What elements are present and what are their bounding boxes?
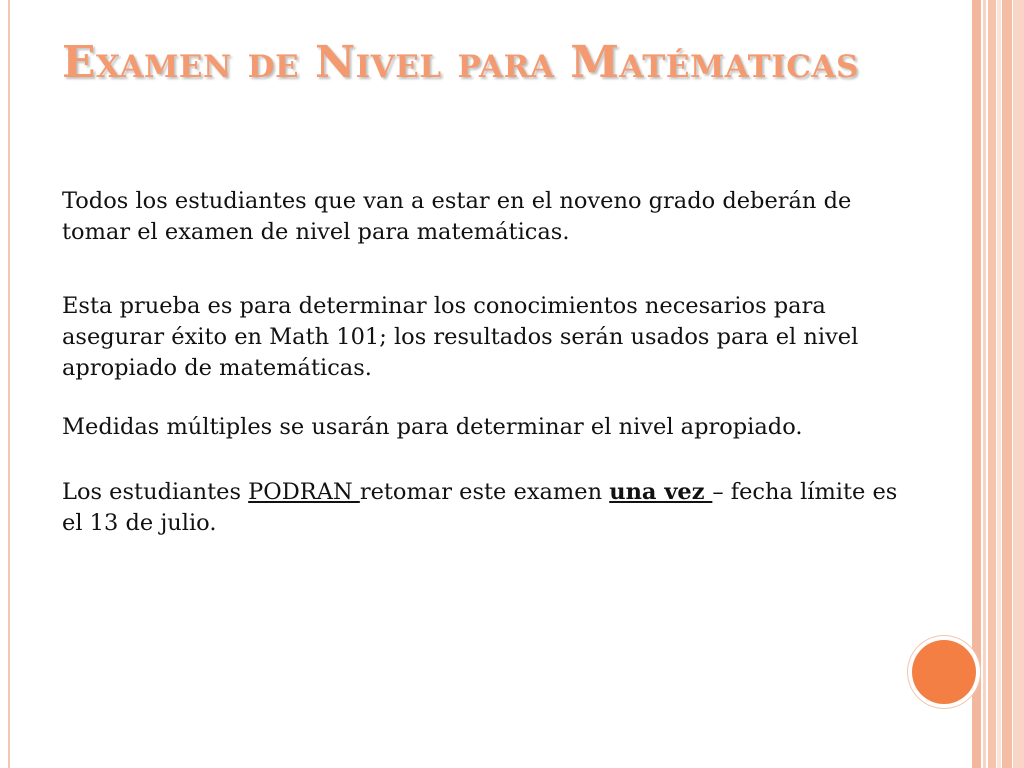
retake-una-vez: una vez (609, 479, 713, 505)
paragraph-multiple-measures: Medidas múltiples se usarán para determinar el nivel apropiado. (62, 414, 803, 440)
right-stripe (997, 0, 1001, 768)
retake-podran: PODRAN (248, 479, 360, 505)
right-stripe (972, 0, 981, 768)
left-border-line (8, 0, 10, 768)
retake-text-2: retomar este examen (359, 479, 610, 505)
slide-title: Examen de Nivel para Matématicas (62, 37, 859, 88)
right-stripe (1013, 0, 1024, 768)
paragraph-test-purpose: Esta prueba es para determinar los conocimientos necesarios para asegurar éxito en Math 101; los resultados serán usados para el nivel apropiado de matemáticas. (62, 293, 859, 381)
right-stripe (988, 0, 996, 768)
retake-text-1: Los estudiantes (62, 479, 249, 505)
paragraph-grade-requirement: Todos los estudiantes que van a estar en el noveno grado deberán de tomar el examen de nivel para matemáticas. (62, 188, 852, 245)
accent-circle (912, 640, 976, 704)
paragraph-retake-info (62, 477, 902, 539)
slide-body (62, 186, 902, 570)
retake-text-3: – fecha límite es el 13 de julio. (62, 479, 898, 536)
right-stripe (1002, 0, 1012, 768)
right-stripe (983, 0, 986, 768)
